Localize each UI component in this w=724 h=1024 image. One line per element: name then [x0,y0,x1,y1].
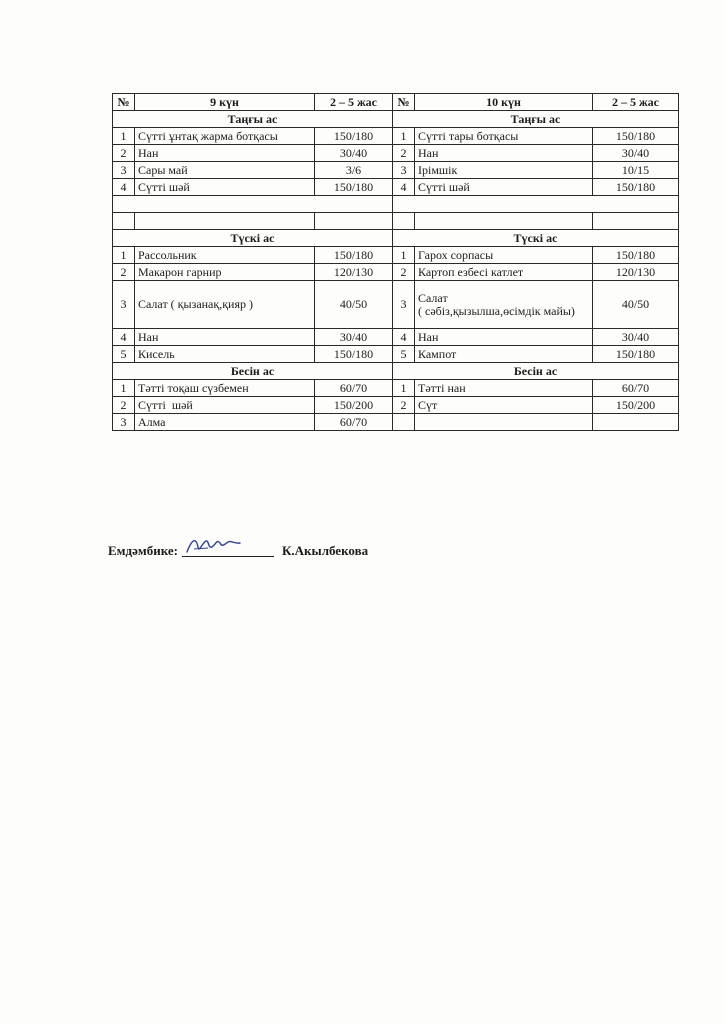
dish-name: Алма [135,414,315,431]
dish-name: Сүтті шәй [415,179,593,196]
signature-block [108,541,368,559]
portion: 60/70 [315,380,393,397]
row-number: 3 [113,162,135,179]
dish-name: Сүтті шәй [135,179,315,196]
header-row [113,94,679,111]
portion [593,414,679,431]
portion: 40/50 [593,281,679,329]
signature-line [182,541,274,557]
portion: 150/180 [315,247,393,264]
table-row [113,414,679,431]
dish-name: Сары май [135,162,315,179]
age-header-left: 2 – 5 жас [315,94,393,111]
table-row [113,179,679,196]
table-row [113,329,679,346]
portion: 60/70 [315,414,393,431]
empty-cell [315,213,393,230]
portion: 150/180 [315,128,393,145]
table-row [113,162,679,179]
signature-name: К.Акылбекова [281,543,369,558]
portion: 150/180 [593,128,679,145]
menu-table [112,93,679,431]
dish-name: Рассольник [135,247,315,264]
num-header-left: № [113,94,135,111]
table-row [113,281,679,329]
row-number: 2 [393,397,415,414]
table-row [113,380,679,397]
portion: 40/50 [315,281,393,329]
snack-title-right: Бесін ас [393,363,679,380]
empty-cell [113,196,393,213]
portion: 60/70 [593,380,679,397]
dish-name: Салат ( сәбіз,қызылша,өсімдік майы) [415,281,593,329]
row-number: 3 [113,414,135,431]
row-number: 1 [113,380,135,397]
lunch-title-right: Түскі ас [393,230,679,247]
row-number [393,414,415,431]
row-number: 1 [393,247,415,264]
table-row [113,346,679,363]
portion: 30/40 [593,145,679,162]
dish-name: Кисель [135,346,315,363]
dish-name: Гарох сорпасы [415,247,593,264]
row-number: 5 [393,346,415,363]
empty-cell [593,213,679,230]
snack-title-left: Бесін ас [113,363,393,380]
row-number: 2 [393,145,415,162]
portion: 3/6 [315,162,393,179]
dish-name: Картоп езбесі катлет [415,264,593,281]
dish-name: Тәтті нан [415,380,593,397]
signature-role-label: Емдәмбике: [108,543,178,558]
empty-cell [135,213,315,230]
row-number: 1 [113,247,135,264]
row-number: 3 [113,281,135,329]
row-number: 1 [393,128,415,145]
portion: 120/130 [593,264,679,281]
lunch-title-left: Түскі ас [113,230,393,247]
dish-name: Ірімшік [415,162,593,179]
dish-name [415,414,593,431]
row-number: 4 [393,329,415,346]
dish-name: Тәтті тоқаш сүзбемен [135,380,315,397]
empty-cell [393,196,679,213]
dish-name: Нан [415,145,593,162]
table-row [113,397,679,414]
breakfast-title-right: Таңғы ас [393,111,679,128]
row-number: 3 [393,162,415,179]
empty-cell [415,213,593,230]
empty-cell [393,213,415,230]
handwritten-signature-icon [184,535,244,557]
row-number: 2 [113,145,135,162]
table-row [113,128,679,145]
row-number: 1 [393,380,415,397]
portion: 150/200 [593,397,679,414]
row-number: 4 [113,179,135,196]
breakfast-title-left: Таңғы ас [113,111,393,128]
row-number: 4 [393,179,415,196]
day-header-right: 10 күн [415,94,593,111]
portion: 30/40 [593,329,679,346]
section-row [113,363,679,380]
dish-name: Сүтті тары ботқасы [415,128,593,145]
row-number: 4 [113,329,135,346]
portion: 30/40 [315,329,393,346]
dish-name: Сүт [415,397,593,414]
row-number: 3 [393,281,415,329]
row-number: 1 [113,128,135,145]
dish-name: Сүтті шәй [135,397,315,414]
portion: 150/180 [593,179,679,196]
dish-name: Сүтті ұнтақ жарма ботқасы [135,128,315,145]
dish-name: Макарон гарнир [135,264,315,281]
row-number: 5 [113,346,135,363]
num-header-right: № [393,94,415,111]
age-header-right: 2 – 5 жас [593,94,679,111]
section-row [113,111,679,128]
portion: 150/200 [315,397,393,414]
row-number: 2 [113,264,135,281]
portion: 10/15 [593,162,679,179]
row-number: 2 [113,397,135,414]
table-row [113,264,679,281]
day-header-left: 9 күн [135,94,315,111]
portion: 150/180 [315,179,393,196]
section-row [113,230,679,247]
dish-name: Нан [415,329,593,346]
portion: 120/130 [315,264,393,281]
portion: 30/40 [315,145,393,162]
dish-name: Салат ( қызанақ,қияр ) [135,281,315,329]
empty-cell [113,213,135,230]
table-row [113,145,679,162]
dish-name: Нан [135,329,315,346]
portion: 150/180 [593,247,679,264]
portion: 150/180 [315,346,393,363]
table-row [113,247,679,264]
dish-name: Нан [135,145,315,162]
dish-name: Кампот [415,346,593,363]
row-number: 2 [393,264,415,281]
empty-row [113,213,679,230]
empty-row [113,196,679,213]
portion: 150/180 [593,346,679,363]
